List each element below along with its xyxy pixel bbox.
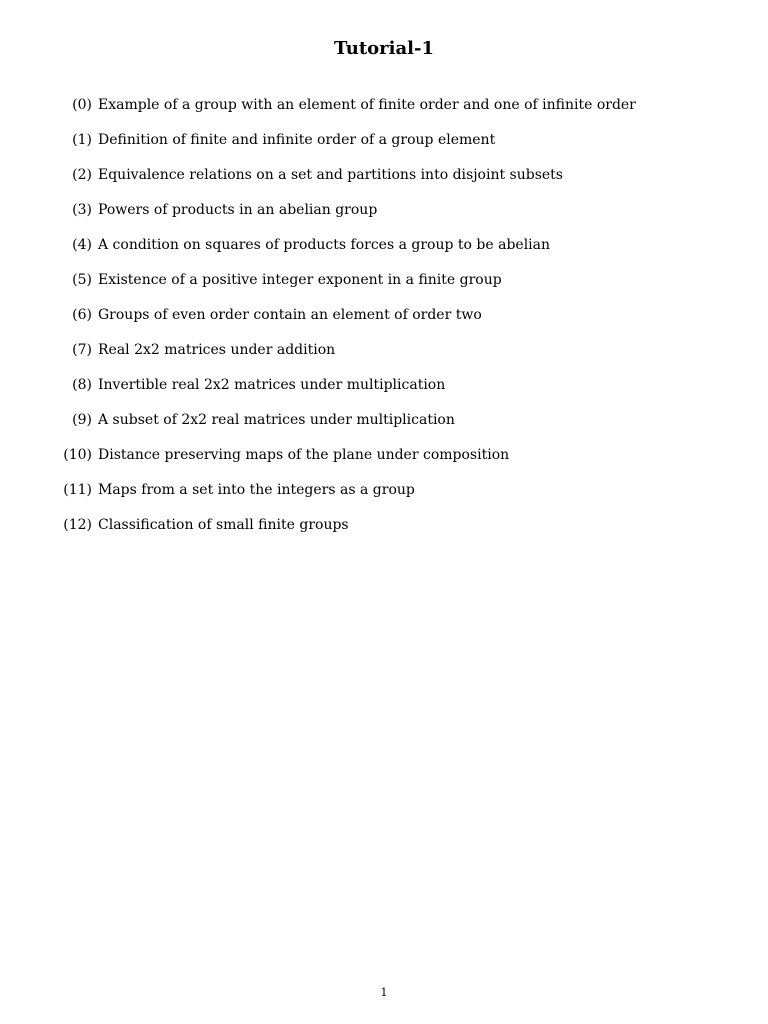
problem-number: (10): [63, 447, 92, 463]
problem-summary: Equivalence relations on a set and partitions into disjoint subsets: [98, 167, 563, 183]
problem-item: [58, 376, 726, 395]
problem-number: (3): [72, 202, 92, 218]
problem-number: (1): [72, 132, 92, 148]
problem-item: [58, 201, 726, 220]
page-number: 1: [380, 986, 388, 999]
problem-number: (4): [72, 237, 92, 253]
problem-number: (12): [63, 517, 92, 533]
problem-summary: Definition of finite and infinite order of a group element: [98, 132, 496, 148]
problem-summary: Existence of a positive integer exponent in a finite group: [98, 272, 502, 288]
problem-number: (8): [72, 377, 92, 393]
problem-number: (5): [72, 272, 92, 288]
problem-summary: A condition on squares of products forces a group to be abelian: [98, 237, 551, 253]
problem-summary: A subset of 2x2 real matrices under multiplication: [98, 412, 455, 428]
problem-summary: Invertible real 2x2 matrices under multiplication: [98, 377, 446, 393]
problem-summary: Distance preserving maps of the plane under composition: [98, 447, 510, 463]
problem-summary: Example of a group with an element of finite order and one of infinite order: [98, 97, 636, 113]
problem-item: [58, 446, 726, 465]
problem-number: (0): [72, 97, 92, 113]
problem-item: [58, 166, 726, 185]
problem-summary: Classification of small finite groups: [98, 517, 349, 533]
problem-item: [58, 306, 726, 325]
problem-number: (9): [72, 412, 92, 428]
problem-item: [58, 271, 726, 290]
problem-list: [58, 96, 726, 551]
problem-item: [58, 131, 726, 150]
problem-item: [58, 481, 726, 500]
problem-number: (11): [63, 482, 92, 498]
problem-summary: Groups of even order contain an element of order two: [98, 307, 482, 323]
problem-item: [58, 341, 726, 360]
problem-summary: Real 2x2 matrices under addition: [98, 342, 336, 358]
problem-item: [58, 96, 726, 115]
page-title: Tutorial-1: [334, 38, 434, 59]
problem-item: [58, 411, 726, 430]
problem-summary: Maps from a set into the integers as a group: [98, 482, 415, 498]
problem-number: (6): [72, 307, 92, 323]
problem-number: (7): [72, 342, 92, 358]
problem-item: [58, 236, 726, 255]
problem-item: [58, 516, 726, 535]
problem-number: (2): [72, 167, 92, 183]
problem-summary: Powers of products in an abelian group: [98, 202, 378, 218]
